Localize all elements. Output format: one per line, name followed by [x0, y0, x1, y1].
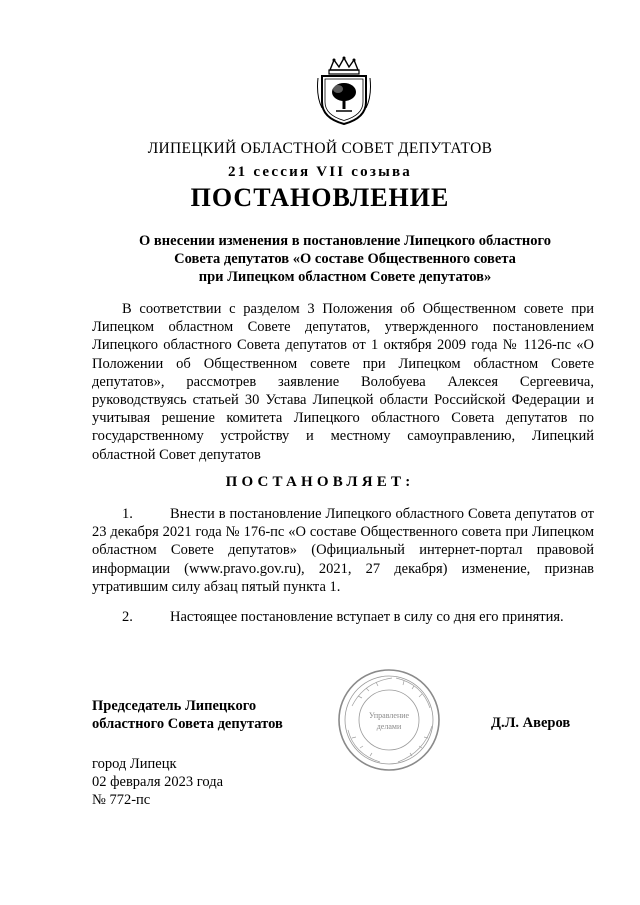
decree-item [92, 608, 594, 626]
stamp-text: делами [376, 722, 402, 731]
preamble-paragraph: В соответствии с разделом 3 Положения об Общественном совете при Липецком областном Совете депутатов, утвержденного постановлением Липецкого областного Совета депутатов от 1 октября 2009 года № 1126-пс «О Положении об Общественном совете при Липецком областном Совете депутатов», рассмотрев заявление Волобуева Алексея Сергеевича, руководствуясь статьей 30 Устава Липецкой области Российской Федерации и учитывая решение комитета Липецкого областного Совета депутатов по государственному устройству и местному самоуправлению, Липецкий областной Совет депутатов [92, 301, 594, 463]
item-number: 1. [122, 506, 133, 522]
document-footer [92, 755, 223, 809]
subject-line: при Липецком областном Совете депутатов» [198, 269, 492, 285]
footer-date: 02 февраля 2023 года [92, 774, 224, 790]
decree-item [92, 505, 594, 596]
signatory-title-line: Председатель Липецкого [92, 698, 257, 714]
decree-heading: ПОСТАНОВЛЯЕТ: [225, 474, 415, 490]
item-text: Внести в постановление Липецкого областного Совета депутатов от 23 декабря 2021 года № 176-пс «О составе Общественного совета при Липецком областном Совете депутатов» (Официальный интернет-портал правовой информации (www.pravo.gov.ru), 2021, 27 декабря) изменение, признав утратившим силу абзац пятый пункта 1. [92, 506, 594, 595]
session-label: 21 сессия VII созыва [227, 164, 412, 180]
organization-name: ЛИПЕЦКИЙ ОБЛАСТНОЙ СОВЕТ ДЕПУТАТОВ [147, 140, 493, 157]
document-subject [130, 232, 560, 286]
signatory-title [92, 697, 322, 733]
footer-city: город Липецк [92, 756, 177, 772]
subject-line: О внесении изменения в постановление Липецкого областного [139, 233, 551, 249]
item-number: 2. [122, 609, 133, 625]
subject-line: Совета депутатов «О составе Общественного совета [174, 251, 516, 267]
footer-number: № 772-пс [92, 792, 151, 808]
stamp-text: Управление [368, 711, 410, 720]
signatory-title-line: областного Совета депутатов [92, 716, 283, 732]
official-seal-stamp [334, 666, 444, 774]
signatory-name: Д.Л. Аверов [491, 715, 571, 731]
document-type-title: ПОСТАНОВЛЕНИЕ [190, 183, 450, 212]
coat-of-arms-icon [316, 56, 372, 126]
item-text: Настоящее постановление вступает в силу со дня его принятия. [170, 609, 564, 625]
